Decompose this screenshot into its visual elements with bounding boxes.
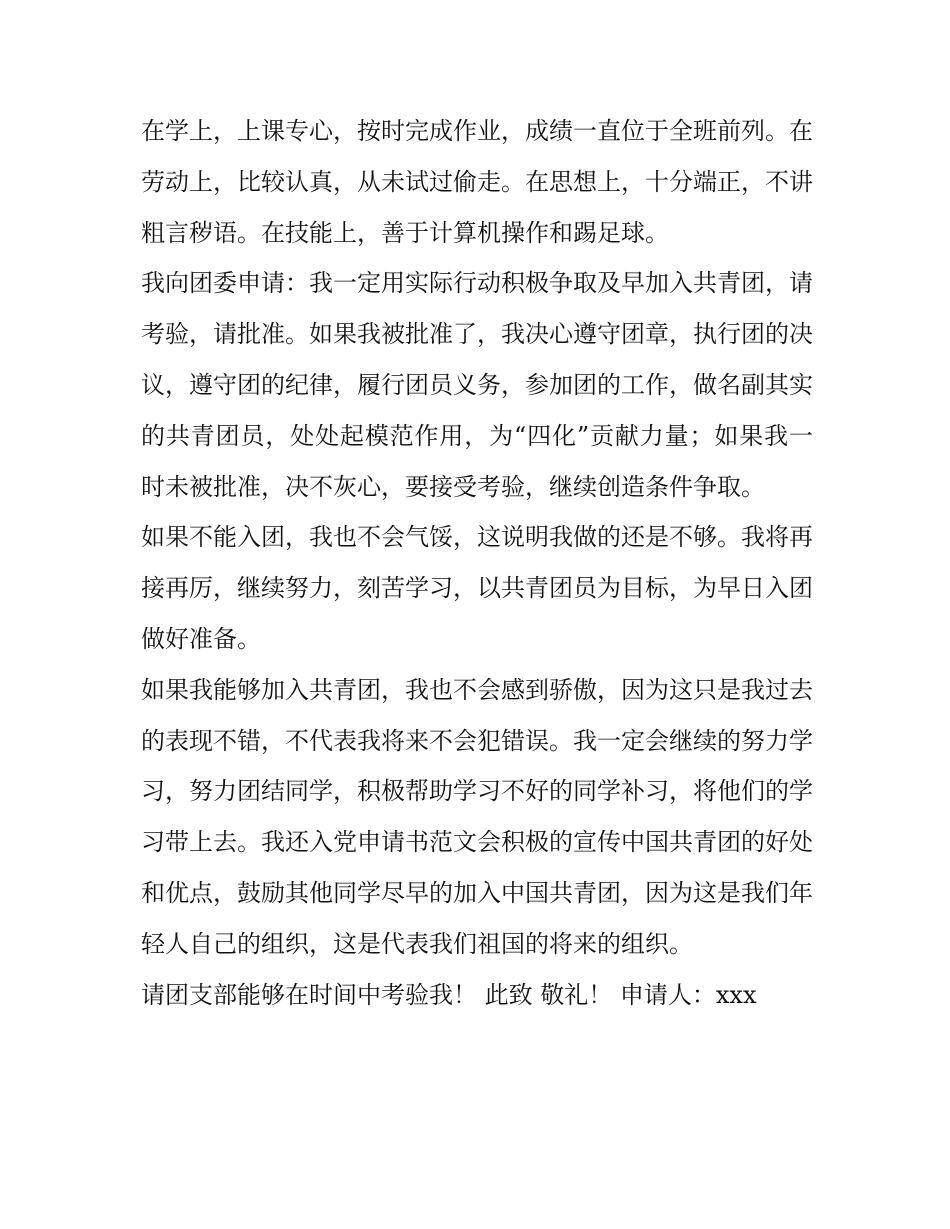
paragraph-application: 我向团委申请：我一定用实际行动积极争取及早加入共青团，请考验，请批准。如果我被批准了，我决心遵守团章，执行团的决议，遵守团的纪律，履行团员义务，参加团的工作，做名副其实的共青团员，处处起模范作用，为“四化”贡献力量；如果我一时未被批准，决不灰心，要接受考验，继续创造条件争取。	[141, 269, 813, 501]
paragraph-closing-signature: 请团支部能够在时间中考验我！ 此致 敬礼！ 申请人：xxx	[141, 980, 757, 1009]
paragraph-study-conduct: 在学上，上课专心，按时完成作业，成绩一直位于全班前列。在劳动上，比较认真，从未试过偷走。在思想上，十分端正，不讲粗言秽语。在技能上，善于计算机操作和踢足球。	[141, 117, 813, 247]
paragraph-if-accepted: 如果我能够加入共青团，我也不会感到骄傲，因为这只是我过去的表现不错，不代表我将来不会犯错误。我一定会继续的努力学习，努力团结同学，积极帮助学习不好的同学补习，将他们的学习带上去。我还入党申请书范文会积极的宣传中国共青团的好处和优点，鼓励其他同学尽早的加入中国共青团，因为这是我们年轻人自己的组织，这是代表我们祖国的将来的组织。	[141, 675, 813, 958]
document-body	[141, 106, 813, 1020]
paragraph-if-rejected: 如果不能入团，我也不会气馁，这说明我做的还是不够。我将再接再厉，继续努力，刻苦学习，以共青团员为目标，为早日入团做好准备。	[141, 523, 813, 653]
